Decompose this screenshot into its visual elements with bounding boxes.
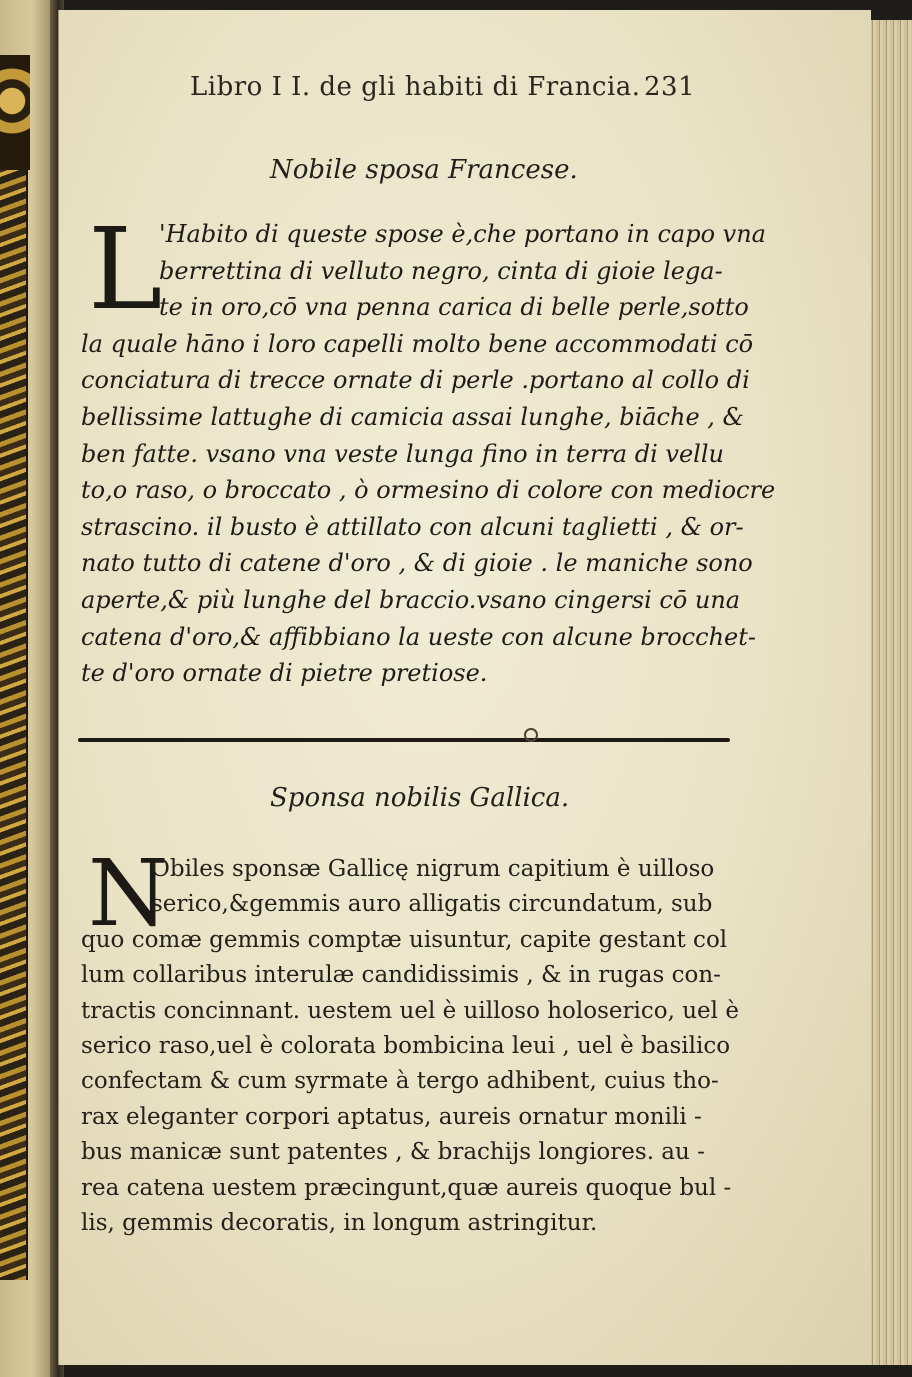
italian-heading: Nobile sposa Francese. [270, 155, 578, 185]
woodcut-border [0, 60, 28, 1280]
text-line: to,o raso, o broccato , ò ormesino di colore con mediocre [81, 476, 776, 505]
page-number: 231 [644, 72, 696, 102]
text-line: quo comæ gemmis comptæ uisuntur, capite gestant col [81, 926, 728, 953]
text-line: aperte,& più lunghe del braccio.vsano cingersi cō una [81, 585, 741, 614]
latin-heading: Sponsa nobilis Gallica. [270, 783, 570, 813]
woodcut-ornament [0, 55, 30, 170]
text-line: nato tutto di catene d'oro , & di gioie . le maniche sono [81, 549, 753, 578]
text-line: berrettina di velluto negro, cinta di gioie lega- [159, 256, 723, 285]
drop-cap-l: L [88, 205, 163, 335]
divider-ornament [524, 728, 538, 742]
text-line: bus manicæ sunt patentes , & brachijs longiores. au - [81, 1139, 705, 1166]
text-line: la quale hāno i loro capelli molto bene accommodati cō [81, 329, 754, 358]
text-line: rea catena uestem præcingunt,quæ aureis quoque bul - [81, 1174, 732, 1201]
text-line: bellissime lattughe di camicia assai lunghe, biāche , & [81, 402, 744, 431]
text-line: conciatura di trecce ornate di perle .portano al collo di [81, 366, 750, 395]
text-line: confectam & cum syrmate à tergo adhibent, cuius tho- [81, 1068, 719, 1095]
latin-text-block [81, 852, 771, 1241]
text-line: lis, gemmis decoratis, in longum astringitur. [81, 1210, 598, 1237]
text-line: ben fatte. vsano vna veste lunga fino in terra di vellu [81, 439, 724, 468]
drop-cap-n: N [88, 840, 169, 947]
text-line: serico raso,uel è colorata bombicina leui , uel è basilico [81, 1033, 731, 1060]
section-divider-rule [78, 738, 730, 742]
text-line: tractis concinnant. uestem uel è uilloso holoserico, uel è [81, 997, 739, 1024]
text-line: Obiles sponsæ Gallicę nigrum capitium è uilloso [151, 856, 715, 882]
text-line: te d'oro ornate di pietre pretiose. [81, 659, 488, 688]
text-line: lum collaribus interulæ candidissimis , & in rugas con- [81, 962, 721, 989]
text-line: rax eleganter corpori aptatus, aureis ornatur monili - [81, 1103, 702, 1130]
text-line: catena d'oro,& affibbiano la ueste con alcune brocchet- [81, 622, 756, 651]
text-line: strascino. il busto è attillato con alcuni taglietti , & or- [81, 512, 744, 541]
italian-text-block [81, 205, 776, 692]
text-line: te in oro,cō vna penna carica di belle perle,sotto [159, 293, 749, 322]
running-title: Libro I I. de gli habiti di Francia. [190, 72, 641, 102]
text-line: serico,&gemmis auro alligatis circundatum, sub [151, 891, 713, 918]
running-head [128, 72, 728, 108]
text-line: 'Habito di queste spose è,che portano in capo vna [159, 220, 766, 248]
